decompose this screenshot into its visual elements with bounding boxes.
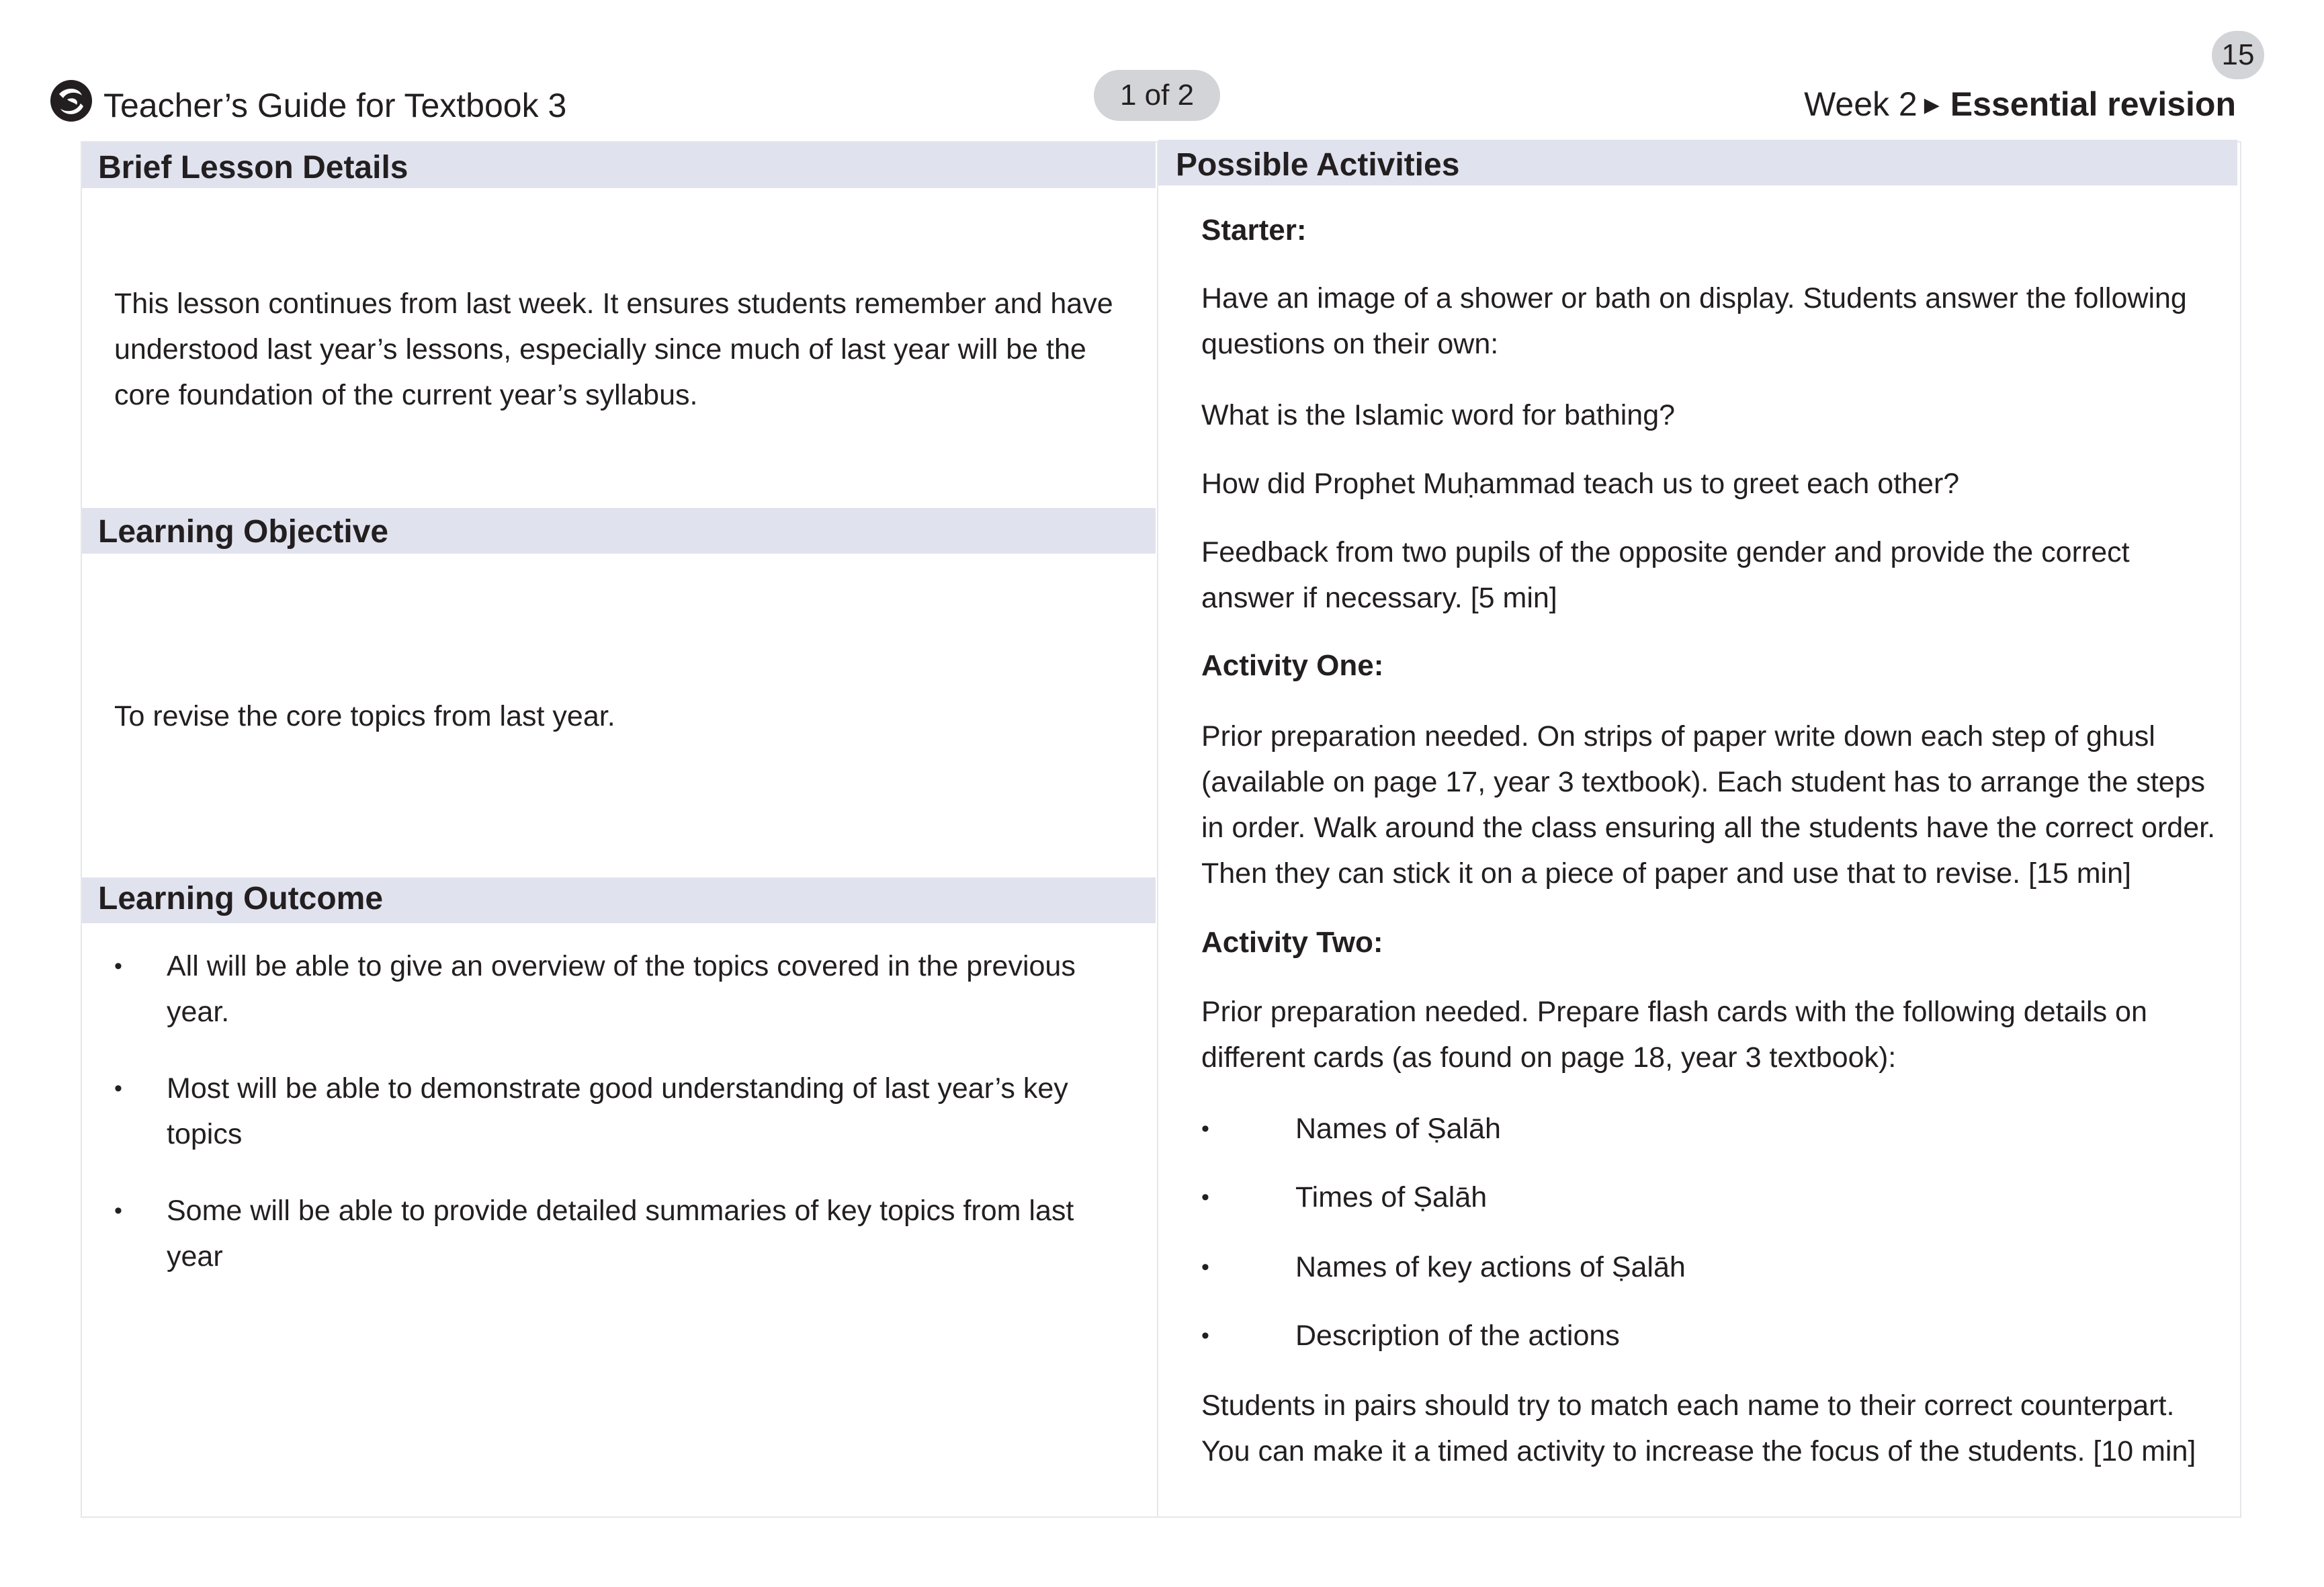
topic-label: Essential revision xyxy=(1950,85,2236,123)
brief-text: This lesson continues from last week. It ensures students remember and have understood last year’s lessons, especially since much of last year will be the core foundation of the current year’s syllabus. xyxy=(114,288,1113,411)
column-divider xyxy=(1157,141,1158,1516)
objective-text: To revise the core topics from last year. xyxy=(114,700,615,732)
list-item: • Description of the actions xyxy=(1201,1320,1620,1352)
list-item: • Names of key actions of Ṣalāh xyxy=(1201,1251,1686,1283)
activity-two-outro: Students in pairs should try to match each name to their correct counterpart. You can make it a timed activity to increase the focus of the students. [10 min] xyxy=(1201,1389,2196,1467)
list-item: • Names of Ṣalāh xyxy=(1201,1113,1501,1145)
list-item: • Most will be able to demonstrate good understanding of last year’s key topics xyxy=(114,1072,1068,1150)
week-topic-label xyxy=(1804,85,2236,124)
starter-heading: Starter: xyxy=(1201,214,1307,247)
brief-heading: Brief Lesson Details xyxy=(98,150,408,185)
book-title: Teacher’s Guide for Textbook 3 xyxy=(103,87,567,124)
list-item: • Some will be able to provide detailed summaries of key topics from last year xyxy=(114,1195,1074,1273)
activity-two-intro: Prior preparation needed. Prepare flash cards with the following details on different cards (as found on page 18, year 3 textbook): xyxy=(1201,996,2147,1074)
outcome-heading: Learning Outcome xyxy=(98,881,384,916)
starter-intro: Have an image of a shower or bath on display. Students answer the following questions on their own: xyxy=(1201,282,2187,360)
starter-question-2: How did Prophet Muḥammad teach us to greet each other? xyxy=(1201,468,1960,500)
starter-question-1: What is the Islamic word for bathing? xyxy=(1201,399,1676,431)
list-item: • All will be able to give an overview of the topics covered in the previous year. xyxy=(114,950,1076,1028)
caret-right-icon: ▶ xyxy=(1924,94,1940,116)
page-indicator[interactable]: 1 of 2 xyxy=(1094,70,1220,121)
list-item: • Times of Ṣalāh xyxy=(1201,1181,1488,1213)
activity-two-heading: Activity Two: xyxy=(1201,926,1383,959)
objective-heading: Learning Objective xyxy=(98,514,389,550)
activity-one-heading: Activity One: xyxy=(1201,649,1384,682)
page-number-badge: 15 xyxy=(2212,31,2264,79)
activities-heading: Possible Activities xyxy=(1176,147,1460,183)
activity-one-text: Prior preparation needed. On strips of paper write down each step of ghusl (available on page 17, year 3 textbook). Each student has to arrange the steps in order. Walk around the class ensuring all the students have the correct order. Then they can stick it on a piece of paper and use that to revise. [15 min] xyxy=(1201,720,2216,890)
outcome-list xyxy=(114,943,1102,1279)
publisher-logo-icon xyxy=(50,79,93,122)
week-label: Week 2 xyxy=(1804,85,1918,123)
starter-feedback: Feedback from two pupils of the opposite gender and provide the correct answer if necessary. [5 min] xyxy=(1201,536,2130,614)
flash-card-list xyxy=(1201,1106,2142,1359)
